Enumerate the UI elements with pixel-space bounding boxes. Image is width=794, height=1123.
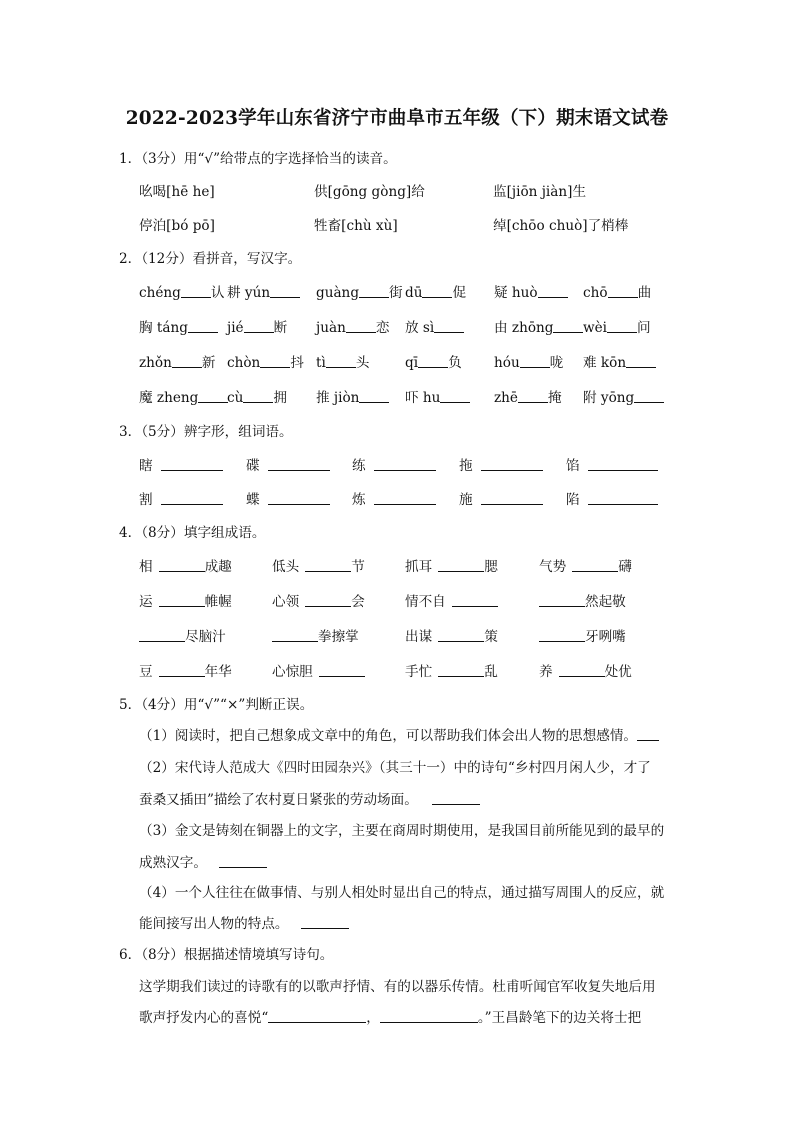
- given-character: 头: [355, 355, 370, 371]
- idiom-item: [139, 625, 226, 645]
- idiom-suffix: 处优: [604, 664, 632, 680]
- idiom-suffix: 腮: [484, 559, 498, 575]
- q1-heading: 1．（3分）用“√”给带点的字选择恰当的读音。: [119, 151, 397, 167]
- answer-blank[interactable]: [520, 355, 550, 368]
- answer-blank[interactable]: [432, 792, 480, 805]
- q6-paragraph-line-1: 这学期我们读过的诗歌有的以歌声抒情、有的以器乐传情。杜甫听闻官军收复失地后用: [139, 979, 656, 995]
- pinyin-prompt: guàng: [316, 285, 360, 301]
- idiom-prefix: 豆: [139, 664, 153, 680]
- given-character: 抖: [290, 355, 304, 371]
- answer-blank[interactable]: [438, 664, 484, 677]
- idiom-item: [405, 555, 498, 575]
- idiom-item: [539, 660, 632, 680]
- idiom-prefix: 相: [139, 559, 153, 575]
- q2-heading: 2．（12分）看拼音，写汉字。: [119, 251, 302, 267]
- q6-comma: ，: [366, 1010, 380, 1026]
- q6-heading: 6．（8分）根据描述情境填写诗句。: [119, 947, 334, 963]
- pinyin-prompt: tì: [316, 355, 326, 371]
- q6-paragraph-line-2: [139, 1006, 641, 1026]
- word-item: [246, 454, 330, 474]
- answer-blank[interactable]: [553, 320, 583, 333]
- given-character: 掩: [547, 390, 562, 406]
- pinyin-prompt: 推 jiòn: [316, 390, 360, 406]
- word-item: [459, 488, 543, 508]
- pinyin-prompt: chō: [583, 285, 608, 301]
- answer-blank[interactable]: [359, 390, 389, 403]
- answer-blank[interactable]: [418, 355, 448, 368]
- given-character: 新: [201, 355, 216, 371]
- given-character: 恋: [375, 320, 390, 336]
- q6-text: 歌声抒发内心的喜悦“: [139, 1010, 269, 1026]
- answer-blank[interactable]: [219, 855, 267, 868]
- answer-blank[interactable]: [626, 355, 656, 368]
- pinyin-item: [227, 386, 287, 406]
- answer-blank[interactable]: [539, 629, 585, 642]
- answer-blank[interactable]: [326, 355, 356, 368]
- answer-blank[interactable]: [588, 458, 658, 471]
- q5-statement-4: （4）一个人往往在做事情、与别人相处时显出自己的特点，通过描写周围人的反应，就: [139, 885, 665, 901]
- q5-statement-2: （2）宋代诗人范成大《四时田园杂兴》（其三十一）中的诗句“乡村四月闲人少，才了: [139, 760, 651, 776]
- answer-blank[interactable]: [518, 390, 548, 403]
- word-item: [139, 454, 223, 474]
- answer-blank[interactable]: [422, 285, 452, 298]
- pinyin-item: [227, 281, 300, 301]
- answer-blank[interactable]: [172, 355, 202, 368]
- idiom-item: [272, 625, 359, 645]
- pinyin-prompt: 由 zhōng: [494, 320, 554, 336]
- word-item: [246, 488, 330, 508]
- pinyin-prompt: jié: [227, 320, 244, 336]
- idiom-item: [272, 590, 365, 610]
- q5-s2-text: 蚕桑又插田”描绘了农村夏日紧张的劳动场面。: [139, 792, 418, 808]
- pinyin-item: [227, 316, 287, 336]
- pinyin-prompt: 放 sì: [405, 320, 435, 336]
- idiom-suffix: 节: [351, 559, 365, 575]
- q5-statement-3-cont: [139, 851, 267, 871]
- pinyin-item: [583, 351, 656, 371]
- q5-statement-2-cont: [139, 788, 480, 808]
- pinyin-item: [139, 316, 218, 336]
- character-prompt: 施: [459, 492, 473, 508]
- answer-blank[interactable]: [374, 458, 436, 471]
- answer-blank[interactable]: [634, 390, 664, 403]
- pinyin-item: [227, 351, 304, 371]
- answer-blank[interactable]: [244, 320, 274, 333]
- idiom-prefix: 心领: [272, 594, 300, 610]
- character-prompt: 练: [352, 458, 366, 474]
- given-character: 认: [210, 285, 225, 301]
- q5-s4-text: 能间接写出人物的特点。: [139, 916, 289, 932]
- answer-blank[interactable]: [161, 492, 223, 505]
- given-character: 街: [389, 285, 403, 301]
- exam-title: 2022-2023学年山东省济宁市曲阜市五年级（下）期末语文试卷: [125, 108, 669, 129]
- answer-blank[interactable]: [159, 664, 205, 677]
- pinyin-prompt: 魔 zheng: [139, 390, 199, 406]
- pinyin-item: [139, 386, 228, 406]
- character-prompt: 蝶: [246, 492, 260, 508]
- answer-blank[interactable]: [161, 458, 223, 471]
- pinyin-prompt: dū: [405, 285, 423, 301]
- pinyin-prompt: hóu: [494, 355, 520, 371]
- idiom-item: [405, 590, 498, 610]
- given-character: 负: [448, 355, 462, 371]
- pinyin-item: [583, 316, 651, 336]
- answer-blank[interactable]: [319, 664, 365, 677]
- answer-blank[interactable]: [305, 594, 351, 607]
- answer-blank[interactable]: [270, 285, 300, 298]
- idiom-item: [539, 555, 632, 575]
- answer-blank[interactable]: [607, 320, 637, 333]
- pinyin-item: [494, 281, 568, 301]
- q1-item: 绰[chōo chuò]了梢棒: [493, 218, 629, 234]
- answer-blank[interactable]: [481, 458, 543, 471]
- q1-item: 吆喝[hē he]: [139, 184, 215, 200]
- pinyin-item: [494, 386, 562, 406]
- pinyin-prompt: zhē: [494, 390, 518, 406]
- idiom-suffix: 牙咧嘴: [585, 629, 626, 645]
- pinyin-prompt: juàn: [316, 320, 346, 336]
- word-item: [566, 454, 658, 474]
- answer-blank[interactable]: [438, 629, 484, 642]
- q1-item: 牲畜[chù xù]: [314, 218, 398, 234]
- pinyin-prompt: wèi: [583, 320, 608, 336]
- given-character: 问: [637, 320, 651, 336]
- pinyin-item: [316, 281, 403, 301]
- answer-blank[interactable]: [440, 390, 470, 403]
- pinyin-item: [583, 386, 664, 406]
- q1-item: 停泊[bó pō]: [139, 218, 215, 234]
- pinyin-item: [139, 281, 224, 301]
- answer-blank[interactable]: [268, 458, 330, 471]
- pinyin-item: [316, 316, 389, 336]
- pinyin-item: [405, 351, 462, 371]
- idiom-item: [405, 660, 498, 680]
- idiom-item: [539, 625, 626, 645]
- answer-blank[interactable]: [539, 594, 585, 607]
- pinyin-item: [405, 316, 464, 336]
- pinyin-item: [583, 281, 651, 301]
- idiom-prefix: 情不自: [405, 594, 446, 610]
- idiom-suffix: 帷幄: [204, 594, 232, 610]
- pinyin-item: [316, 351, 369, 371]
- pinyin-prompt: 耕 yún: [227, 285, 271, 301]
- q5-s1-text: （1）阅读时，把自己想象成文章中的角色，可以帮助我们体会出人物的思想感情。: [139, 728, 638, 744]
- character-prompt: 割: [139, 492, 153, 508]
- answer-blank[interactable]: [272, 629, 318, 642]
- idiom-suffix: 年华: [204, 664, 232, 680]
- character-prompt: 瞎: [139, 458, 153, 474]
- idiom-item: [272, 660, 365, 680]
- answer-blank[interactable]: [481, 492, 543, 505]
- answer-blank[interactable]: [198, 390, 228, 403]
- q1-item: 监[jiōn jiàn]生: [493, 184, 587, 200]
- idiom-prefix: 养: [539, 664, 553, 680]
- word-item: [566, 488, 658, 508]
- answer-blank[interactable]: [434, 320, 464, 333]
- character-prompt: 馅: [566, 458, 580, 474]
- answer-blank[interactable]: [588, 492, 658, 505]
- word-item: [352, 488, 436, 508]
- idiom-prefix: 低头: [272, 559, 300, 575]
- idiom-item: [539, 590, 626, 610]
- answer-blank[interactable]: [637, 728, 659, 741]
- pinyin-item: [405, 281, 466, 301]
- q5-statement-1: [139, 724, 659, 744]
- idiom-item: [139, 660, 232, 680]
- pinyin-item: [494, 316, 583, 336]
- answer-blank[interactable]: [438, 559, 484, 572]
- answer-blank[interactable]: [301, 916, 349, 929]
- pinyin-prompt: 吓 hu: [405, 390, 441, 406]
- word-item: [139, 488, 223, 508]
- idiom-prefix: 手忙: [405, 664, 433, 680]
- pinyin-prompt: 附 yōng: [583, 390, 635, 406]
- pinyin-prompt: qī: [405, 355, 419, 371]
- idiom-prefix: 出谋: [405, 629, 433, 645]
- answer-blank[interactable]: [305, 559, 351, 572]
- character-prompt: 陷: [566, 492, 580, 508]
- q6-text: 。”王昌龄笔下的边关将士把: [477, 1010, 642, 1026]
- character-prompt: 拖: [459, 458, 473, 474]
- pinyin-item: [494, 351, 563, 371]
- given-character: 咙: [549, 355, 564, 371]
- q5-heading: 5．（4分）用“√”“×”判断正误。: [119, 697, 314, 713]
- idiom-prefix: 运: [139, 594, 153, 610]
- pinyin-prompt: chéng: [139, 285, 181, 301]
- answer-blank[interactable]: [243, 390, 273, 403]
- answer-blank[interactable]: [181, 285, 211, 298]
- pinyin-prompt: 疑 huò: [494, 285, 538, 301]
- answer-blank[interactable]: [359, 285, 389, 298]
- idiom-suffix: 乱: [484, 664, 498, 680]
- answer-blank[interactable]: [452, 594, 498, 607]
- idiom-item: [272, 555, 365, 575]
- answer-blank[interactable]: [268, 1010, 366, 1023]
- answer-blank[interactable]: [559, 664, 605, 677]
- answer-blank[interactable]: [139, 629, 185, 642]
- idiom-suffix: 礴: [618, 559, 632, 575]
- pinyin-prompt: 难 kōn: [583, 355, 627, 371]
- answer-blank[interactable]: [380, 1010, 478, 1023]
- q3-heading: 3．（5分）辨字形，组词语。: [119, 424, 293, 440]
- idiom-suffix: 尽脑汁: [185, 629, 226, 645]
- idiom-suffix: 会: [351, 594, 365, 610]
- answer-blank[interactable]: [159, 559, 205, 572]
- q5-statement-3: （3）金文是铸刻在铜器上的文字，主要在商周时期使用，是我国目前所能见到的最早的: [139, 823, 665, 839]
- given-character: 拥: [273, 390, 287, 406]
- pinyin-prompt: 胸 táng: [139, 320, 188, 336]
- pinyin-item: [316, 386, 389, 406]
- answer-blank[interactable]: [538, 285, 568, 298]
- answer-blank[interactable]: [346, 320, 376, 333]
- answer-blank[interactable]: [572, 559, 618, 572]
- given-character: 断: [273, 320, 288, 336]
- pinyin-prompt: chòn: [227, 355, 261, 371]
- pinyin-prompt: zhǒn: [139, 355, 172, 371]
- character-prompt: 碟: [246, 458, 260, 474]
- pinyin-item: [405, 386, 470, 406]
- q4-heading: 4．（8分）填字组成语。: [119, 525, 266, 541]
- q1-item: 供[gōng gòng]给: [314, 184, 425, 200]
- idiom-item: [139, 590, 232, 610]
- idiom-item: [405, 625, 498, 645]
- pinyin-item: [139, 351, 215, 371]
- idiom-prefix: 气势: [539, 559, 567, 575]
- answer-blank[interactable]: [159, 594, 205, 607]
- idiom-suffix: 然起敬: [585, 594, 626, 610]
- q5-statement-4-cont: [139, 912, 349, 932]
- idiom-suffix: 成趣: [204, 559, 232, 575]
- answer-blank[interactable]: [188, 320, 218, 333]
- idiom-suffix: 拳擦掌: [318, 629, 359, 645]
- character-prompt: 炼: [352, 492, 366, 508]
- given-character: 曲: [637, 285, 652, 301]
- idiom-suffix: 策: [484, 629, 498, 645]
- given-character: 促: [452, 285, 467, 301]
- word-item: [459, 454, 543, 474]
- idiom-item: [139, 555, 232, 575]
- answer-blank[interactable]: [260, 355, 290, 368]
- answer-blank[interactable]: [374, 492, 436, 505]
- word-item: [352, 454, 436, 474]
- pinyin-prompt: cù: [227, 390, 244, 406]
- answer-blank[interactable]: [268, 492, 330, 505]
- answer-blank[interactable]: [608, 285, 638, 298]
- idiom-prefix: 抓耳: [405, 559, 433, 575]
- idiom-prefix: 心惊胆: [272, 664, 313, 680]
- q5-s3-text: 成熟汉字。: [139, 855, 207, 871]
